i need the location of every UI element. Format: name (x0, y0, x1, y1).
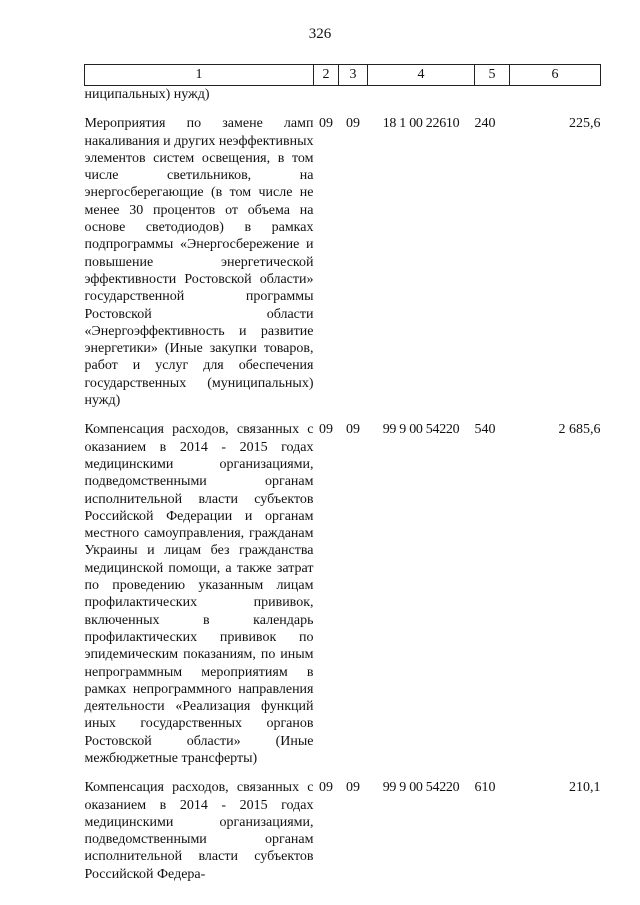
table-header-row (85, 65, 601, 86)
row-amount: 225,6 (569, 116, 601, 132)
table-row (85, 115, 601, 409)
row-description: Компенсация расходов, связанных с оказанием в 2014 - 2015 годах медицинскими организациями, подведомственными органам исполнительной власти субъектов Российской Федера- (84, 780, 314, 882)
row-subsection: 09 (346, 422, 360, 438)
table-row (85, 779, 601, 883)
row-section: 09 (319, 422, 333, 438)
row-subsection: 09 (346, 780, 360, 796)
header-section: 2 (314, 65, 339, 86)
budget-table (84, 64, 601, 883)
row-expense-type: 540 (474, 422, 496, 438)
header-subsection: 3 (339, 65, 368, 86)
header-description: 1 (85, 65, 314, 86)
row-section: 09 (319, 116, 333, 132)
continuation-row (85, 86, 601, 104)
page-number: 326 (308, 26, 332, 42)
row-expense-type: 610 (474, 780, 496, 796)
row-section: 09 (319, 780, 333, 796)
header-amount: 6 (510, 65, 601, 86)
row-expense-type: 240 (474, 116, 496, 132)
row-description: Мероприятия по замене ламп накаливания и других неэффективных элементов систем освещения, в том числе светильников, на энергосберегающие (в том числе не менее 30 процентов от объема на основе светодиодов) в рамках подпрограммы «Энергосбережение и повышение энергетической эффективности Ростовской области» государственной программы Ростовской области «Энергоэффективность и развитие энергетики» (Иные закупки товаров, работ и услуг для обеспечения государственных (муниципальных) нужд) (84, 116, 314, 409)
row-target-article: 99 9 00 54220 (382, 780, 460, 796)
row-target-article: 18 1 00 22610 (382, 116, 460, 132)
header-target-article: 4 (368, 65, 475, 86)
row-amount: 2 685,6 (558, 422, 601, 438)
row-description: Компенсация расходов, связанных с оказанием в 2014 - 2015 годах медицинскими организациями, подведомственными органам исполнительной власти субъектов Российской Федерации и органам местного самоуправления, гражданам Украины и лицам без гражданства медицинской помощи, а также затрат по проведению указанным лицам профилактических прививок, включенных в календарь профилактических прививок по эпидемическим показаниям, по иным непрограммным мероприятиям в рамках непрограммного направления деятельности «Реализация функций иных государственных органов Ростовской области» (Иные межбюджетные трансферты) (84, 422, 314, 766)
row-amount: 210,1 (569, 780, 601, 796)
row-subsection: 09 (346, 116, 360, 132)
table-row (85, 421, 601, 767)
row-target-article: 99 9 00 54220 (382, 422, 460, 438)
header-expense-type: 5 (475, 65, 510, 86)
continuation-text: ниципальных) нужд) (84, 87, 210, 102)
